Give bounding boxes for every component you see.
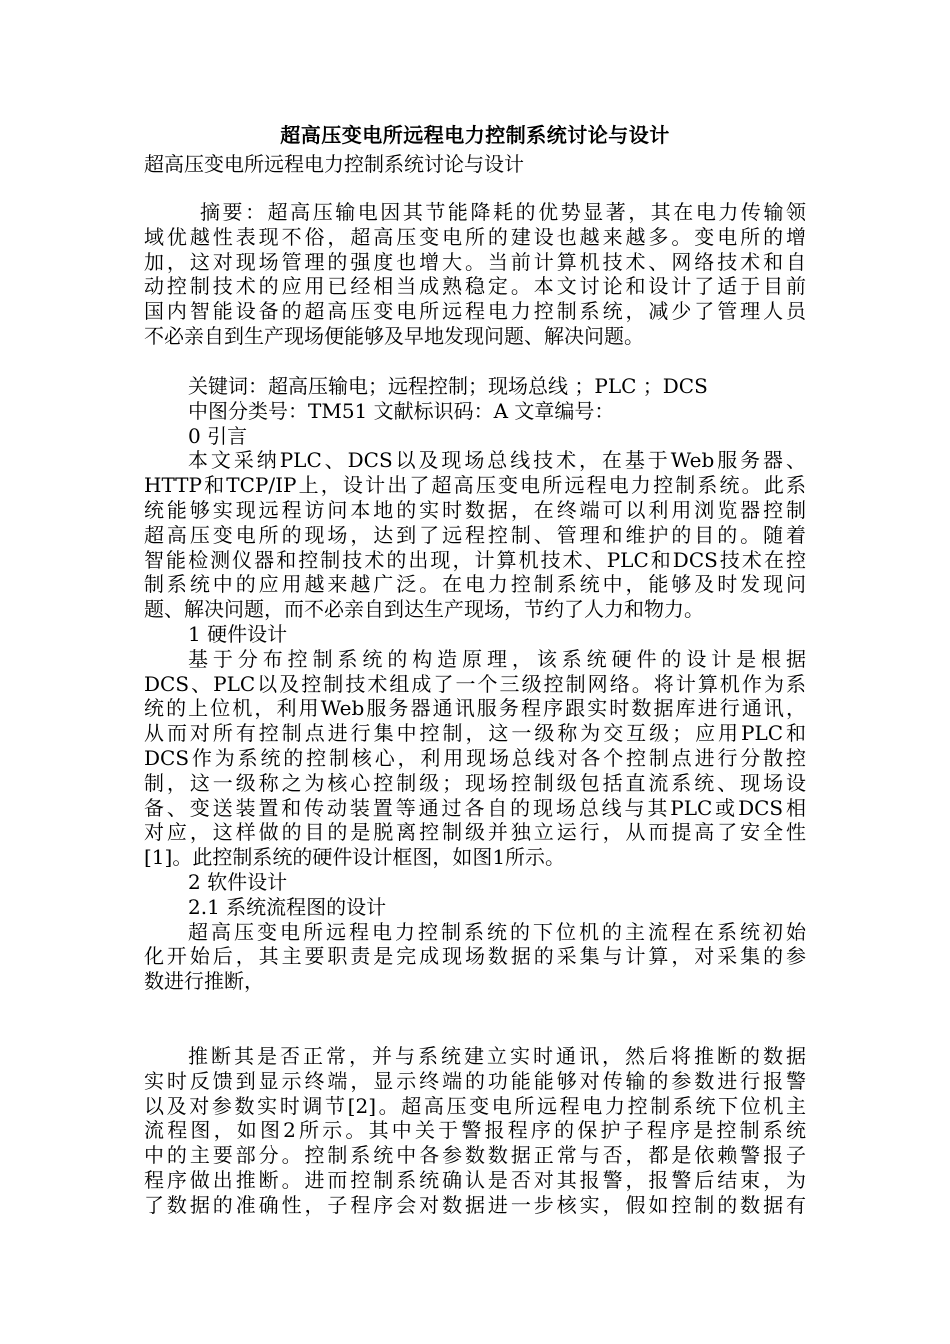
paragraph-line: 制，这一级称之为核心控制级；现场控制级包括直流系统、现场设 (144, 770, 806, 795)
paragraph-line: 程序做出推断。进而控制系统确认是否对其报警，报警后结束，为 (144, 1167, 806, 1192)
document-title: 超高压变电所远程电力控制系统讨论与设计 (280, 123, 670, 147)
paragraph-line: 推断其是否正常，并与系统建立实时通讯，然后将推断的数据 (188, 1044, 806, 1068)
document-subtitle: 超高压变电所远程电力控制系统讨论与设计 (144, 152, 524, 176)
keywords-line: 关键词：超高压输电；远程控制；现场总线 ；PLC ；DCS (188, 374, 708, 398)
abstract-line: 摘要：超高压输电因其节能降耗的优势显著，其在电力传输领 (200, 200, 806, 224)
paragraph-line: 数进行推断， (144, 969, 264, 994)
paragraph-line: 制系统中的应用越来越广泛。在电力控制系统中，能够及时发现问 (144, 572, 806, 597)
classification-line: 中图分类号：TM51 文献标识码：A 文章编号： (188, 398, 615, 423)
abstract-line: 动控制技术的应用已经相当成熟稳定。本文讨论和设计了适于目前 (144, 274, 806, 299)
paragraph-line: 从而对所有控制点进行集中控制，这一级称为交互级；应用PLC和 (144, 721, 806, 746)
paragraph-line: 智能检测仪器和控制技术的出现，计算机技术、PLC和DCS技术在控 (144, 547, 806, 572)
paragraph-line: HTTP和TCP/IP上，设计出了超高压变电所远程电力控制系统。此系 (144, 473, 806, 498)
paragraph-line: 统的上位机，利用Web服务器通讯服务程序跟实时数据库进行通讯， (144, 696, 806, 721)
paragraph-line: 化开始后，其主要职责是完成现场数据的采集与计算，对采集的参 (144, 944, 806, 969)
paragraph-line: 了数据的准确性，子程序会对数据进一步核实，假如控制的数据有 (144, 1192, 806, 1217)
abstract-line: 不必亲自到生产现场便能够及早地发现问题、解决问题。 (144, 323, 644, 348)
section-heading-introduction: 0 引言 (188, 423, 248, 448)
abstract-line: 加，这对现场管理的强度也增大。当前计算机技术、网络技术和自 (144, 249, 806, 274)
body-text-continued (144, 1044, 806, 1218)
paragraph-line: 备、变送装置和传动装置等通过各自的现场总线与其PLC或DCS相 (144, 795, 806, 820)
paragraph-line: DCS作为系统的控制核心，利用现场总线对各个控制点进行分散控 (144, 745, 806, 770)
paragraph-line: DCS、PLC以及控制技术组成了一个三级控制网络。将计算机作为系 (144, 671, 806, 696)
paragraph-line: [1]。此控制系统的硬件设计框图，如图1所示。 (144, 845, 566, 870)
abstract-paragraph (144, 200, 806, 349)
paragraph-line: 超高压变电所远程电力控制系统的下位机的主流程在系统初始 (188, 919, 806, 944)
paragraph-line: 流程图，如图2所示。其中关于警报程序的保护子程序是控制系统 (144, 1118, 806, 1143)
paragraph-line: 中的主要部分。控制系统中各参数数据正常与否，都是依赖警报子 (144, 1143, 806, 1168)
paragraph-line: 超高压变电所的现场，达到了远程控制、管理和维护的目的。随着 (144, 522, 806, 547)
abstract-line: 国内智能设备的超高压变电所远程电力控制系统，减少了管理人员 (144, 299, 806, 324)
paragraph-line: 以及对参数实时调节[2]。超高压变电所远程电力控制系统下位机主 (144, 1093, 806, 1118)
section-heading-software: 2 软件设计 (188, 869, 288, 894)
paragraph-line: 题、解决问题，而不必亲自到达生产现场，节约了人力和物力。 (144, 597, 704, 622)
subsection-heading-flowchart: 2.1 系统流程图的设计 (188, 894, 387, 919)
section-heading-hardware: 1 硬件设计 (188, 621, 288, 646)
paragraph-line: 对应，这样做的目的是脱离控制级并独立运行，从而提高了安全性 (144, 820, 806, 845)
body-text (144, 374, 806, 994)
paragraph-line: 基于分布控制系统的构造原理，该系统硬件的设计是根据 (188, 646, 806, 671)
abstract-line: 域优越性表现不俗，超高压变电所的建设也越来越多。变电所的增 (144, 224, 806, 249)
paragraph-line: 实时反馈到显示终端，显示终端的功能能够对传输的参数进行报警 (144, 1068, 806, 1093)
paragraph-line: 统能够实现远程访问本地的实时数据，在终端可以利用浏览器控制 (144, 497, 806, 522)
paragraph-line: 本文采纳PLC、DCS以及现场总线技术，在基于Web服务器、 (188, 448, 806, 473)
